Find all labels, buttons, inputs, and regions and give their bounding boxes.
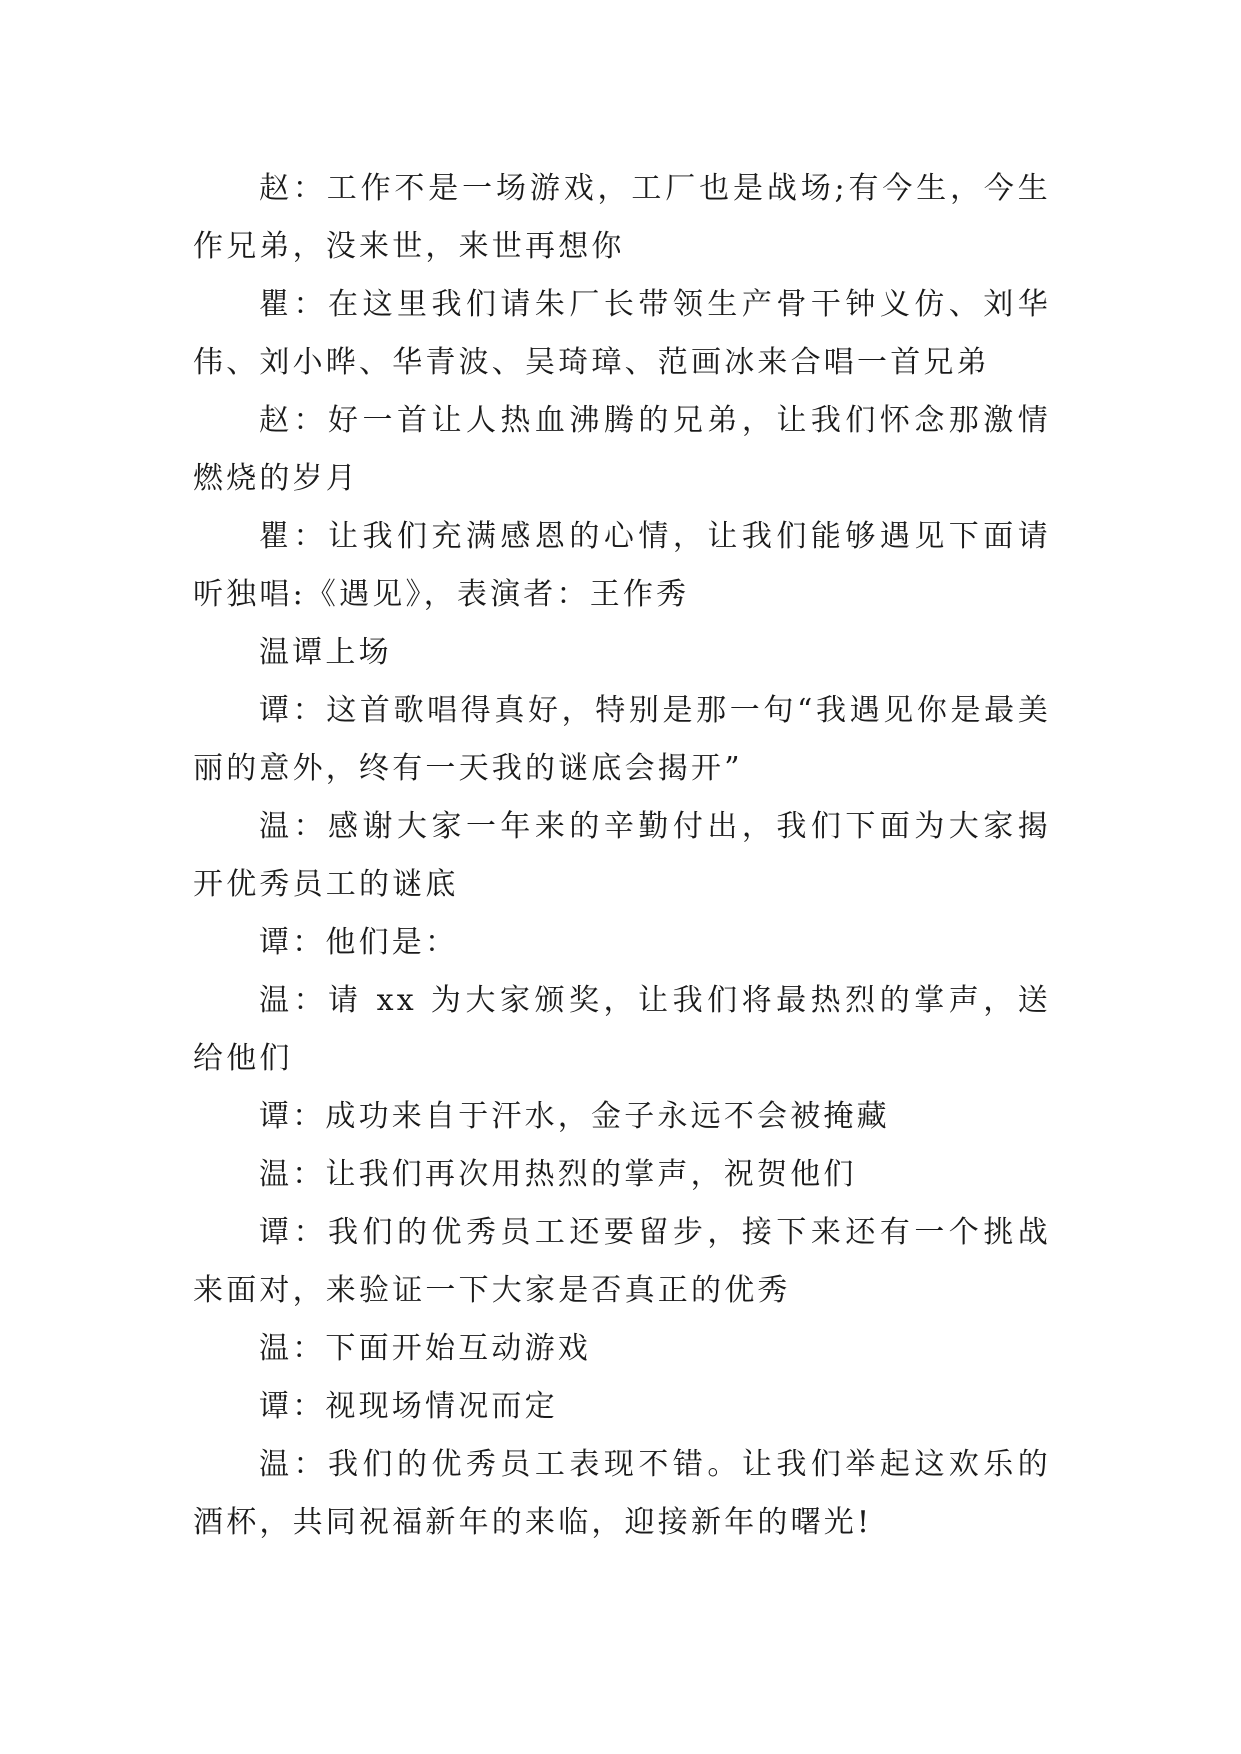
script-paragraph: 谭：我们的优秀员工还要留步，接下来还有一个挑战来面对，来验证一下大家是否真正的优秀 xyxy=(193,1215,1051,1308)
script-paragraph: 温：请 xx 为大家颁奖，让我们将最热烈的掌声，送给他们 xyxy=(193,983,1051,1076)
script-paragraph: 谭：视现场情况而定 xyxy=(259,1389,558,1424)
script-paragraph: 瞿：让我们充满感恩的心情，让我们能够遇见下面请听独唱:《遇见》，表演者：王作秀 xyxy=(193,519,1051,612)
script-paragraph: 瞿：在这里我们请朱厂长带领生产骨干钟义仿、刘华伟、刘小晔、华青波、吴琦璋、范画冰来合唱一首兄弟 xyxy=(193,287,1051,380)
document-body xyxy=(193,160,1051,1552)
script-paragraph: 赵：工作不是一场游戏，工厂也是战场;有今生，今生作兄弟，没来世，来世再想你 xyxy=(193,171,1051,264)
script-paragraph: 温：我们的优秀员工表现不错。让我们举起这欢乐的酒杯，共同祝福新年的来临，迎接新年的曙光! xyxy=(193,1447,1051,1540)
script-paragraph: 谭：成功来自于汗水，金子永远不会被掩藏 xyxy=(259,1099,890,1134)
stage-direction: 温谭上场 xyxy=(259,635,392,670)
script-paragraph: 温：感谢大家一年来的辛勤付出，我们下面为大家揭开优秀员工的谜底 xyxy=(193,809,1051,902)
script-paragraph: 温：下面开始互动游戏 xyxy=(259,1331,591,1366)
script-paragraph: 温：让我们再次用热烈的掌声，祝贺他们 xyxy=(259,1157,857,1192)
script-paragraph: 谭：这首歌唱得真好，特别是那一句“我遇见你是最美丽的意外，终有一天我的谜底会揭开” xyxy=(193,693,1051,786)
script-paragraph: 谭：他们是： xyxy=(259,925,459,960)
script-paragraph: 赵：好一首让人热血沸腾的兄弟，让我们怀念那激情燃烧的岁月 xyxy=(193,403,1051,496)
